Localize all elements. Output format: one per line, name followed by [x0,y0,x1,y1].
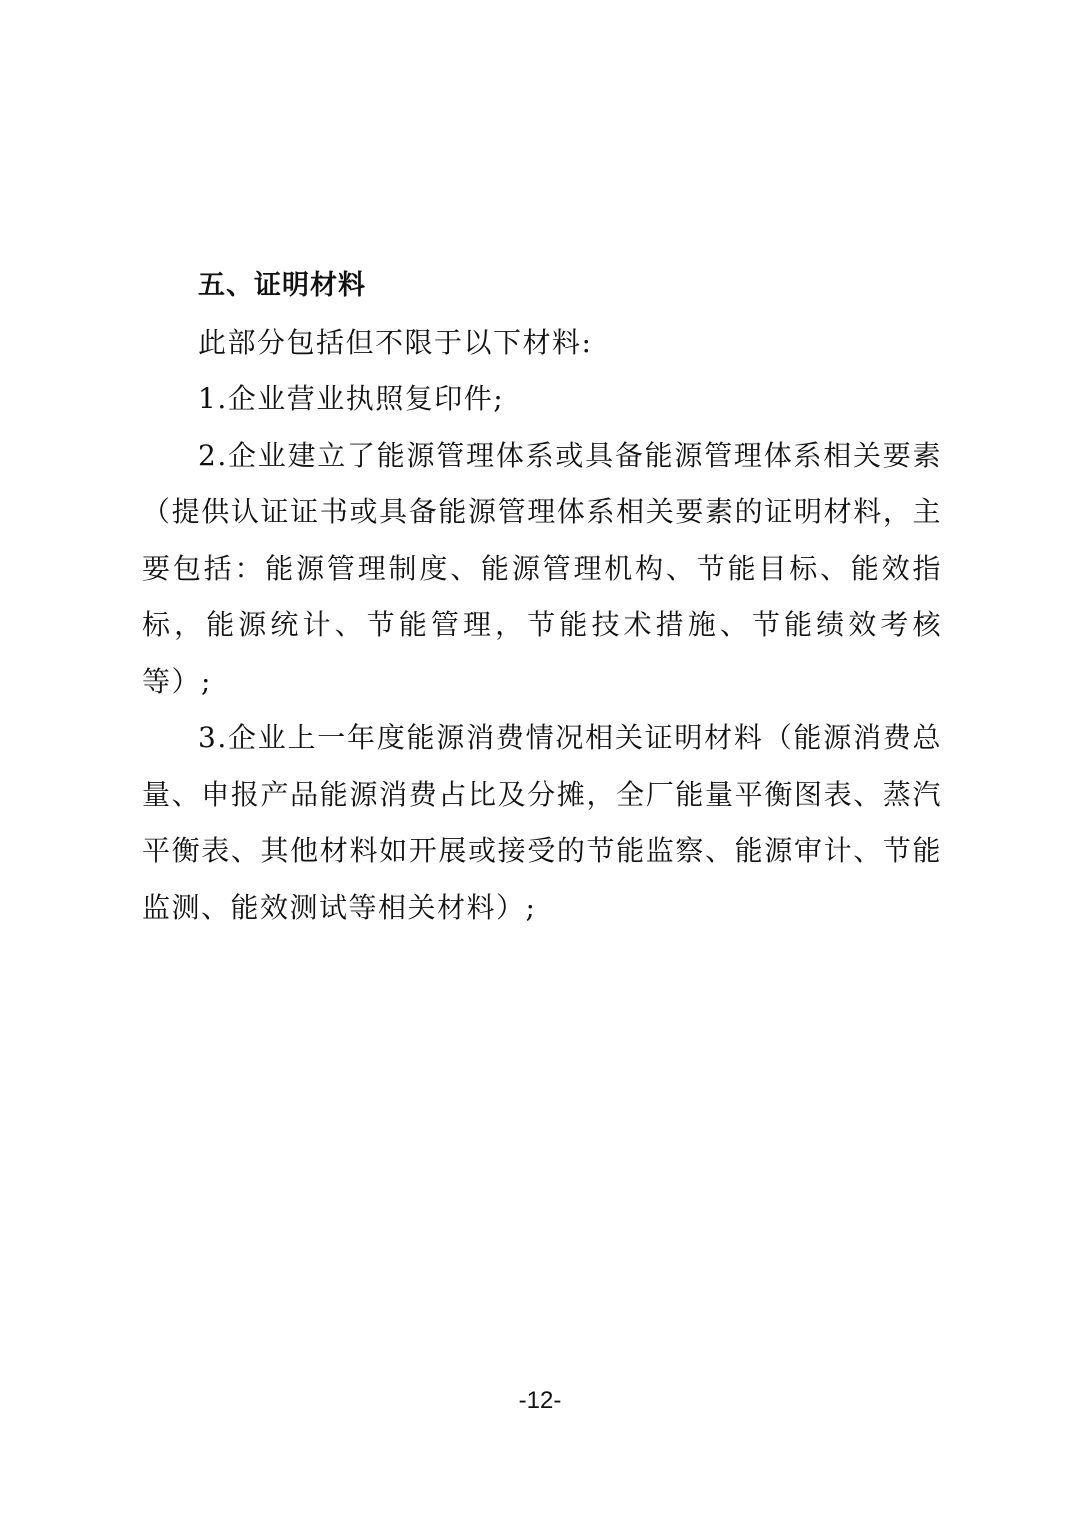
intro-paragraph: 此部分包括但不限于以下材料: [198,325,593,359]
page-number: -12- [518,1387,562,1414]
document-body [142,258,942,936]
list-item-1: 1.企业营业执照复印件; [198,382,505,415]
list-item-2: 2.企业建立了能源管理体系或具备能源管理体系相关要素（提供认证证书或具备能源管理体系相关要素的证明材料，主要包括：能源管理制度、能源管理机构、节能目标、能效指标，能源统计、节能管理，节能技术措施、节能绩效考核等）; [142,438,942,698]
section-heading: 五、证明材料 [198,270,366,301]
list-item-3: 3.企业上一年度能源消费情况相关证明材料（能源消费总量、申报产品能源消费占比及分摊，全厂能量平衡图表、蒸汽平衡表、其他材料如开展或接受的节能监察、能源审计、节能监测、能效测试等相关材料）; [142,721,942,924]
